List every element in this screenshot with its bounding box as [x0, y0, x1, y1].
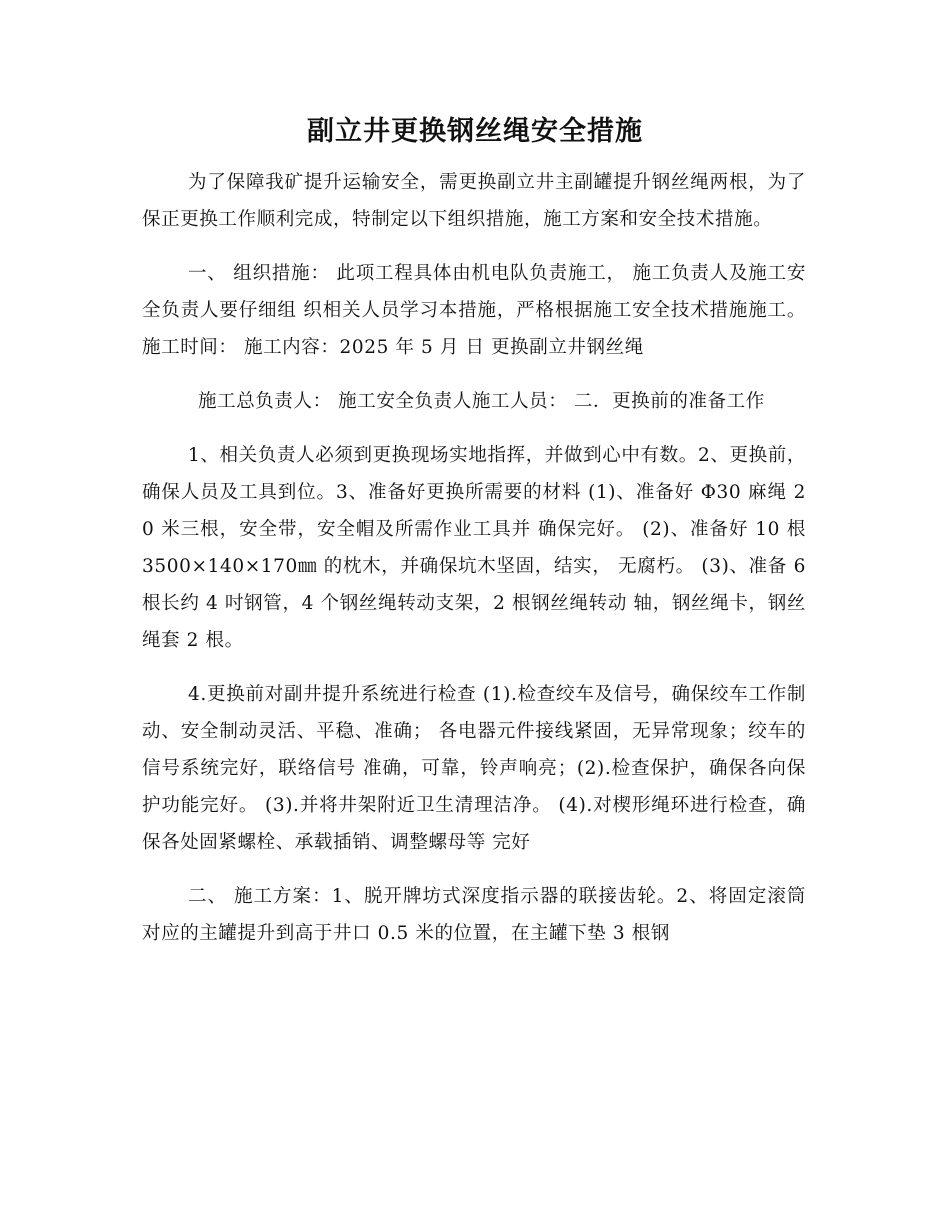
paragraph-intro: 为了保障我矿提升运输安全，需更换副立井主副罐提升钢丝绳两根，为了 保正更换工作顺利完成，特制定以下组织措施，施工方案和安全技术措施。 [142, 172, 806, 230]
paragraph-system-inspection: 4.更换前对副井提升系统进行检查 (1).检查绞车及信号，确保绞车工作制动、安全制动灵活、平稳、准确； 各电器元件接线紧固，无异常现象；绞车的信号系统完好，联络信号 准确，可靠，铃声响亮；(2).检查保护，确保各向保护功能完好。 (3).并将井架附近卫生清理洁净。 (4).对楔形绳环进行检查，确保各处固紧螺栓、承载插销、调整螺母等 完好 [142, 684, 806, 853]
paragraph-construction-plan: 二、 施工方案：1、脱开牌坊式深度指示器的联接齿轮。2、将固定滚筒对应的主罐提升到高于井口 0.5 米的位置，在主罐下垫 3 根钢 [142, 886, 806, 944]
paragraph-organization-measures: 一、 组织措施： 此项工程具体由机电队负责施工， 施工负责人及施工安全负责人要仔细组 织相关人员学习本措施，严格根据施工安全技术措施施工。 施工时间： 施工内容：2025 年 5 月 日 更换副立井钢丝绳 [142, 263, 806, 358]
document-title: 副立井更换钢丝绳安全措施 [307, 116, 643, 147]
paragraph-preparation-items: 1、相关负责人必须到更换现场实地指挥，并做到心中有数。2、更换前，确保人员及工具到位。3、准备好更换所需要的材料 (1)、准备好 Φ30 麻绳 20 米三根，安全带，安全帽及所需作业工具并 确保完好。 (2)、准备好 10 根 3500×140×170㎜ 的枕木，并确保坑木坚固，结实， 无腐朽。 (3)、准备 6 根长约 4 吋钢管，4 个钢丝绳转动支架，2 根钢丝绳转动 轴，钢丝绳卡，钢丝绳套 2 根。 [142, 445, 806, 651]
paragraph-personnel: 施工总负责人： 施工安全负责人施工人员： 二．更换前的准备工作 [198, 391, 765, 412]
document-body [142, 164, 806, 969]
